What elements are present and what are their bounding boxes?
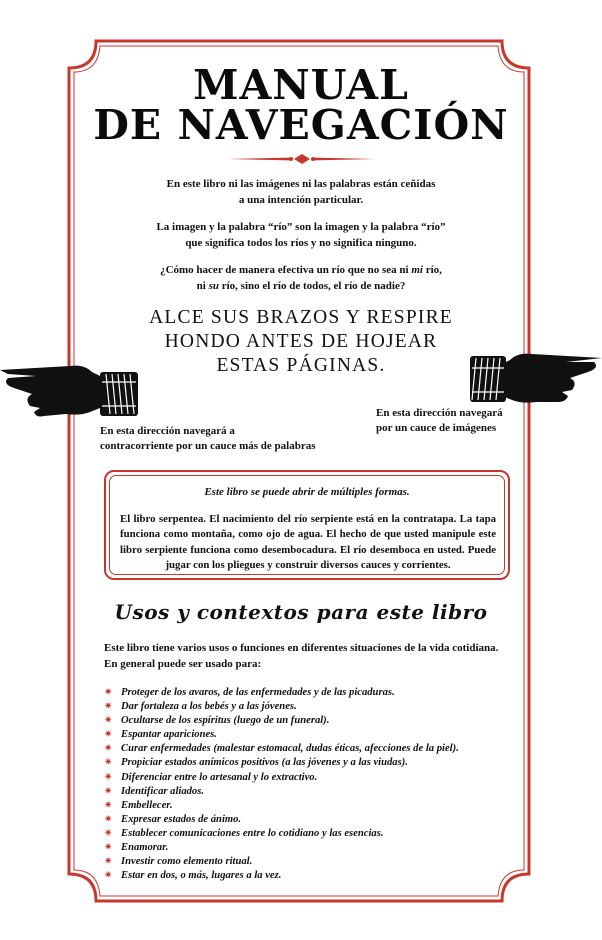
star-bullet-icon: ✷ (104, 771, 113, 783)
section-intro: Este libro tiene varios usos o funciones en diferentes situaciones de la vida cotidiana. En general puede ser usado para: (104, 642, 499, 670)
star-bullet-icon: ✷ (104, 687, 113, 698)
list-item-text: Establecer comunicaciones entre lo cotidiano y las esencias. (121, 827, 384, 839)
direction-left-text (100, 424, 360, 454)
list-item-text: Espantar apariciones. (121, 729, 217, 741)
list-item-text: Propiciar estados anímicos positivos (a las jóvenes y a las viudas). (121, 757, 408, 769)
star-bullet-icon: ✷ (104, 785, 113, 797)
divider-ornament-icon (228, 153, 376, 165)
list-item (104, 855, 514, 869)
intro-paragraph-1 (0, 176, 602, 208)
info-box-title: Este libro se puede abrir de múltiples formas. (204, 486, 410, 498)
intro-paragraph-2-line-2: que significa todos los ríos y no significa ninguno. (185, 237, 417, 249)
list-item-text: Embellecer. (121, 799, 173, 811)
list-item (104, 700, 514, 714)
intro-paragraph-3-line-2 (0, 278, 602, 294)
emphasis-mi: mi (411, 264, 423, 276)
direction-right-text (376, 406, 526, 436)
list-item-text: Ocultarse de los espíritus (luego de un funeral). (121, 715, 330, 727)
direction-left-line-2: contracorriente por un cauce más de palabras (100, 440, 316, 452)
pointing-hand-right-icon (468, 340, 602, 406)
list-item (104, 785, 514, 799)
list-item-text: Expresar estados de ánimo. (121, 813, 242, 825)
star-bullet-icon: ✷ (104, 813, 113, 825)
direction-right-line-2: por un cauce de imágenes (376, 422, 497, 434)
list-item (104, 742, 514, 756)
list-item-text: Proteger de los avaros, de las enfermedades y de las picaduras. (121, 687, 395, 698)
list-item (104, 869, 514, 883)
list-item (104, 799, 514, 813)
star-bullet-icon: ✷ (104, 743, 113, 755)
page-title-line-2: DE NAVEGACIÓN (93, 101, 509, 149)
star-bullet-icon: ✷ (104, 729, 113, 741)
list-item-text: Diferenciar entre lo artesanal y lo extractivo. (121, 771, 318, 783)
text-segment: río, sino el río de todos, el río de nadie? (218, 280, 406, 292)
star-bullet-icon: ✷ (104, 870, 113, 882)
star-bullet-icon: ✷ (104, 827, 113, 839)
direction-left-line-1: En esta dirección navegará a (100, 425, 235, 437)
list-item (104, 841, 514, 855)
text-segment: río, (422, 264, 442, 276)
text-segment: ni (196, 280, 209, 292)
list-item-text: Investir como elemento ritual. (121, 856, 253, 868)
list-item-text: Curar enfermedades (malestar estomacal, dudas éticas, afecciones de la piel). (121, 743, 459, 755)
star-bullet-icon: ✷ (104, 701, 113, 713)
callout-line-1: ALCE SUS BRAZOS Y RESPIRE (149, 307, 453, 328)
callout-line-2: HONDO ANTES DE HOJEAR (164, 331, 438, 352)
list-item-text: Estar en dos, o más, lugares a la vez. (121, 870, 282, 882)
list-item (104, 728, 514, 742)
list-item-text: Dar fortaleza a los bebés y a las jóvenes. (121, 701, 297, 713)
list-item (104, 813, 514, 827)
intro-paragraph-2 (0, 219, 602, 251)
text-segment: ¿Cómo hacer de manera efectiva un río que no sea ni (160, 264, 412, 276)
info-box (104, 470, 510, 580)
intro-paragraph-1-line-2: a una intención particular. (238, 194, 364, 206)
star-bullet-icon: ✷ (104, 757, 113, 769)
star-bullet-icon: ✷ (104, 842, 113, 854)
section-heading: Usos y contextos para este libro (114, 600, 488, 624)
star-bullet-icon: ✷ (104, 799, 113, 811)
page-title-line-1: MANUAL (193, 61, 409, 109)
list-item (104, 714, 514, 728)
star-bullet-icon: ✷ (104, 856, 113, 868)
list-item (104, 756, 514, 770)
direction-right-line-1: En esta dirección navegará (376, 407, 503, 419)
intro-paragraph-2-line-1: La imagen y la palabra “río” son la imagen y la palabra “río” (156, 221, 446, 233)
emphasis-su: su (208, 280, 219, 292)
pointing-hand-left-icon (0, 358, 140, 424)
uses-list (104, 686, 514, 883)
intro-paragraph-3-line-1 (0, 262, 602, 278)
list-item (104, 686, 514, 700)
callout-line-3: ESTAS PÁGINAS. (216, 355, 386, 376)
list-item (104, 827, 514, 841)
intro-paragraph-1-line-1: En este libro ni las imágenes ni las palabras están ceñidas (166, 178, 436, 190)
star-bullet-icon: ✷ (104, 715, 113, 727)
list-item-text: Identificar aliados. (121, 785, 204, 797)
info-box-text: El libro serpentea. El nacimiento del río serpiente está en la contratapa. La tapa funciona como montaña, como ojo de agua. El hecho de que usted manipule este libro serpiente funciona como desembocadura. El río desemboca en usted. Puede jugar con los pliegues y construir diversos cauces y corrientes. (120, 513, 496, 571)
list-item (104, 771, 514, 785)
intro-paragraph-3 (0, 262, 602, 294)
list-item-text: Enamorar. (121, 842, 169, 854)
